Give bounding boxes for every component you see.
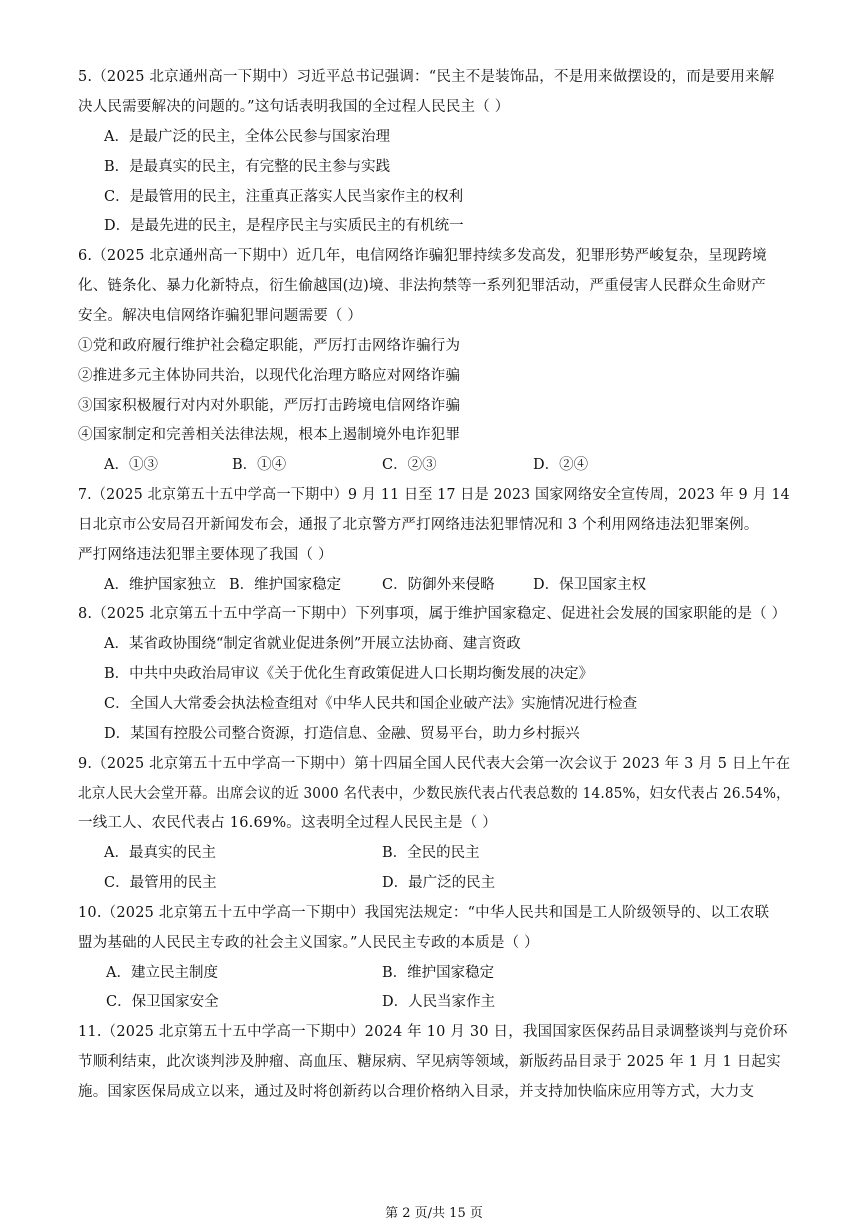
q5-option-b: B．是最真实的民主，有完整的民主参与实践	[104, 159, 391, 175]
q10-option-a: A．建立民主制度	[106, 965, 218, 981]
q7-stem-line-1: 7.（2025 北京第五十五中学高一下期中）9 月 11 日至 17 日是 2023 国家网络安全宣传周，2023 年 9 月 14	[78, 487, 790, 503]
q6-item-1: ①党和政府履行维护社会稳定职能，严厉打击网络诈骗行为	[78, 338, 461, 354]
q9-stem-line-1: 9.（2025 北京第五十五中学高一下期中）第十四届全国人民代表大会第一次会议于 2023 年 3 月 5 日上午在	[78, 756, 791, 772]
q6-item-2: ②推进多元主体协同共治，以现代化治理方略应对网络诈骗	[78, 368, 461, 384]
q8-option-a: A．某省政协围绕“制定省就业促进条例”开展立法协商、建言资政	[104, 636, 521, 652]
q6-stem-line-2: 化、链条化、暴力化新特点，衍生偷越国(边)境、非法拘禁等一系列犯罪活动，严重侵害人民群众生命财产	[78, 278, 766, 294]
q10-stem-line-1: 10.（2025 北京第五十五中学高一下期中）我国宪法规定：“中华人民共和国是工人阶级领导的、以工农联	[78, 905, 770, 921]
q11-stem-line-2: 节顺利结束，此次谈判涉及肿瘤、高血压、糖尿病、罕见病等领域，新版药品目录于 2025 年 1 月 1 日起实	[78, 1054, 781, 1070]
q5-stem-line-1: 5.（2025 北京通州高一下期中）习近平总书记强调：“民主不是装饰品，不是用来做摆设的，而是要用来解	[78, 69, 775, 85]
q11-stem-line-3: 施。国家医保局成立以来，通过及时将创新药以合理价格纳入目录，并支持加快临床应用等方式，大力支	[78, 1084, 755, 1100]
q8-option-c: C．全国人大常委会执法检查组对《中华人民共和国企业破产法》实施情况进行检查	[104, 696, 638, 712]
q9-option-d: D．最广泛的民主	[382, 875, 496, 891]
q6-stem-line-3: 安全。解决电信网络诈骗犯罪问题需要（ ）	[78, 308, 363, 324]
q6-option-d: D．②④	[533, 457, 589, 473]
q9-option-a: A．最真实的民主	[104, 845, 216, 861]
q10-option-c: C．保卫国家安全	[106, 994, 219, 1010]
q5-option-a: A．是最广泛的民主，全体公民参与国家治理	[104, 129, 390, 145]
q9-option-c: C．最管用的民主	[104, 875, 217, 891]
q6-option-c: C．②③	[382, 457, 437, 473]
q5-option-d: D．是最先进的民主，是程序民主与实质民主的有机统一	[104, 218, 464, 234]
page-number-footer: 第 2 页/共 15 页	[385, 1206, 483, 1221]
q8-option-d: D．某国有控股公司整合资源，打造信息、金融、贸易平台，助力乡村振兴	[104, 726, 580, 742]
q10-stem-line-2: 盟为基础的人民民主专政的社会主义国家。”人民民主专政的本质是（ ）	[78, 935, 539, 951]
q6-option-a: A．①③	[104, 457, 158, 473]
q5-option-c: C．是最管用的民主，注重真正落实人民当家作主的权利	[104, 189, 464, 205]
q7-stem-line-3: 严打网络违法犯罪主要体现了我国（ ）	[78, 547, 333, 563]
q6-item-3: ③国家积极履行对内对外职能，严厉打击跨境电信网络诈骗	[78, 398, 461, 414]
q5-stem-line-2: 决人民需要解决的问题的。”这句话表明我国的全过程人民民主（ ）	[78, 99, 510, 115]
q6-stem-line-1: 6.（2025 北京通州高一下期中）近几年，电信网络诈骗犯罪持续多发高发，犯罪形势严峻复杂，呈现跨境	[78, 248, 767, 264]
q6-option-b: B．①④	[232, 457, 287, 473]
q9-stem-line-3: 一线工人、农民代表占 16.69%。这表明全过程人民民主是（ ）	[78, 815, 497, 831]
q11-stem-line-1: 11.（2025 北京第五十五中学高一下期中）2024 年 10 月 30 日，我国国家医保药品目录调整谈判与竞价环	[78, 1024, 788, 1040]
q10-option-d: D．人民当家作主	[382, 994, 496, 1010]
q7-option-d: D．保卫国家主权	[533, 577, 647, 593]
q7-option-a: A．维护国家独立	[104, 577, 216, 593]
q9-stem-line-2: 北京人民大会堂开幕。出席会议的近 3000 名代表中，少数民族代表占代表总数的 14.85%，妇女代表占 26.54%，	[78, 786, 790, 802]
q8-option-b: B．中共中央政治局审议《关于优化生育政策促进人口长期均衡发展的决定》	[104, 666, 594, 682]
q10-option-b: B．维护国家稳定	[382, 965, 495, 981]
q7-option-b: B．维护国家稳定	[229, 577, 342, 593]
q8-stem-line-1: 8.（2025 北京第五十五中学高一下期中）下列事项，属于维护国家稳定、促进社会发展的国家职能的是（ ）	[78, 606, 787, 622]
q7-stem-line-2: 日北京市公安局召开新闻发布会，通报了北京警方严打网络违法犯罪情况和 3 个利用网络违法犯罪案例。	[78, 517, 759, 533]
q9-option-b: B．全民的民主	[382, 845, 480, 861]
q6-item-4: ④国家制定和完善相关法律法规，根本上遏制境外电诈犯罪	[78, 427, 461, 443]
q7-option-c: C．防御外来侵略	[382, 577, 495, 593]
